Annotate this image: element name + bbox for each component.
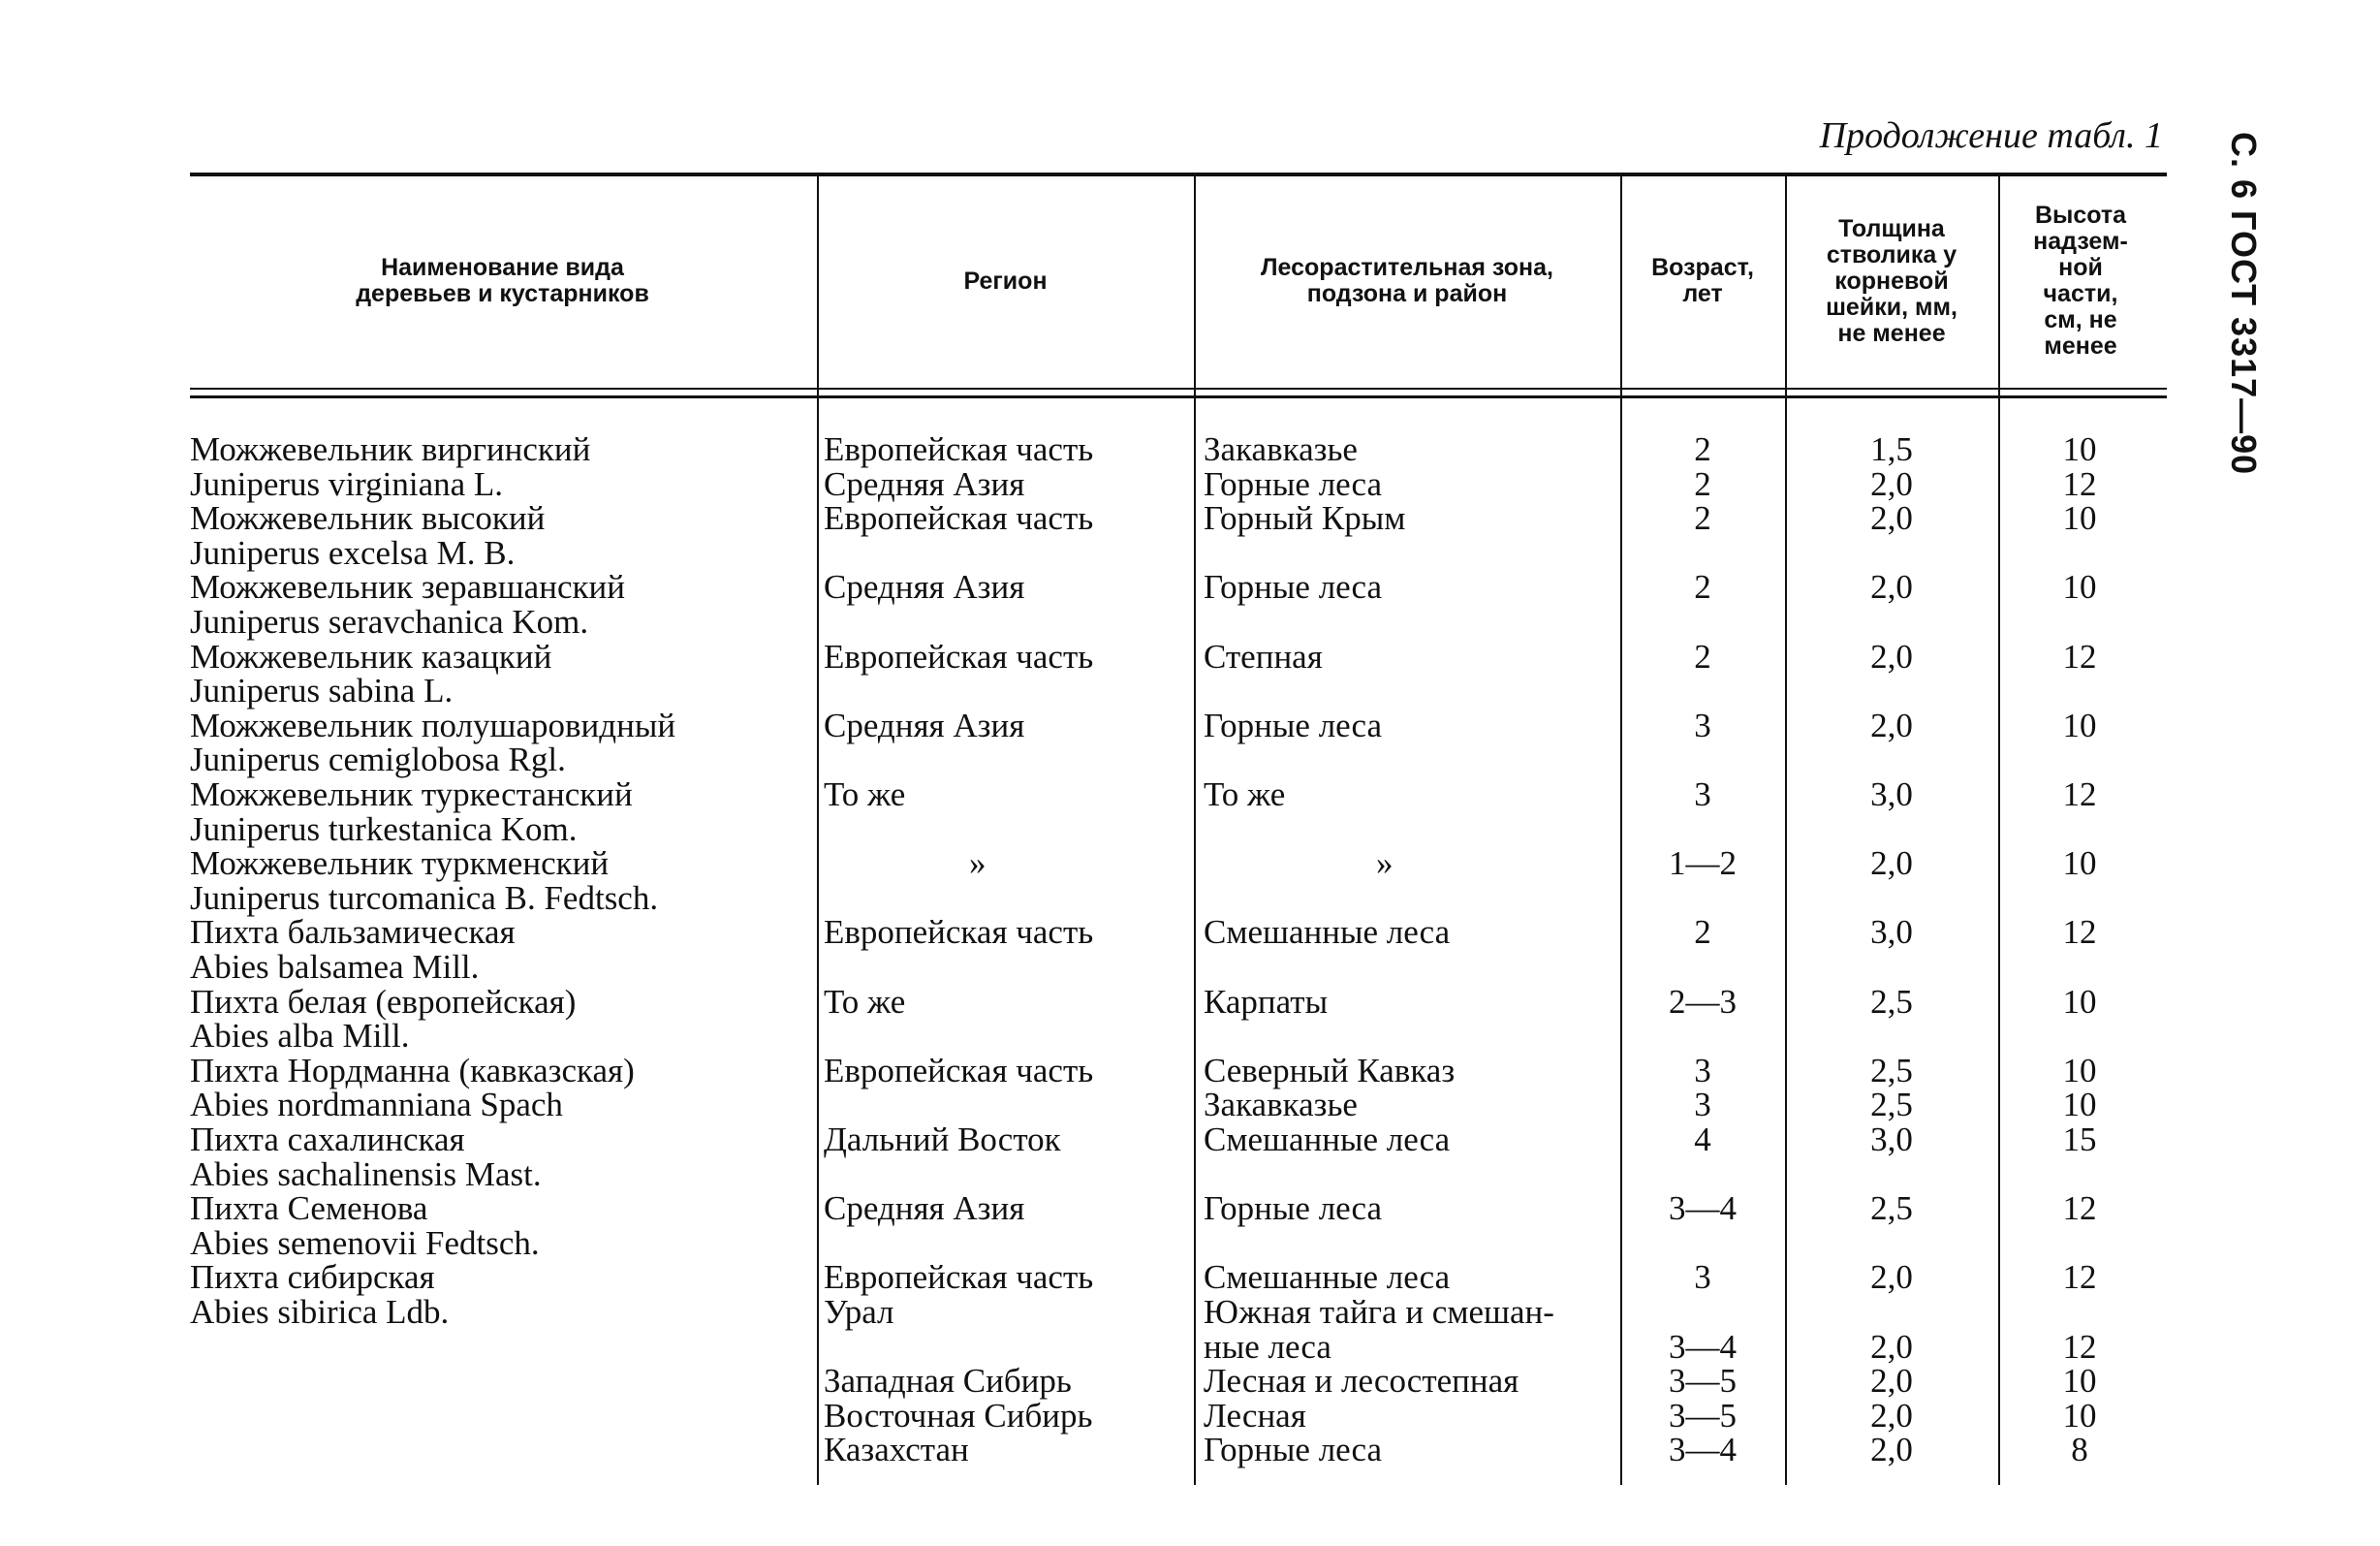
zone-cell: Лесная xyxy=(1204,1397,1306,1435)
table-row xyxy=(0,640,2380,675)
zone-cell: Закавказье xyxy=(1204,430,1358,468)
height-cell: 8 xyxy=(2071,1431,2088,1468)
region-cell: Европейская часть xyxy=(824,430,1094,468)
species-name: Juniperus cemiglobosa Rgl. xyxy=(190,741,566,778)
age-cell: 1—2 xyxy=(1669,844,1737,882)
age-cell: 3—5 xyxy=(1669,1397,1737,1435)
table-row xyxy=(0,742,2380,777)
thickness-cell: 2,0 xyxy=(1870,844,1913,882)
header-bottom-rule-2 xyxy=(190,395,2167,398)
height-cell: 10 xyxy=(2062,430,2097,468)
table-row xyxy=(0,1054,2380,1089)
species-name: Пихта сахалинская xyxy=(190,1120,465,1158)
zone-cell: Карпаты xyxy=(1204,983,1329,1021)
table-row xyxy=(0,1330,2380,1365)
age-cell: 3 xyxy=(1694,707,1711,744)
age-cell: 3—4 xyxy=(1669,1431,1737,1468)
height-cell: 10 xyxy=(2062,844,2097,882)
height-cell: 12 xyxy=(2062,775,2097,813)
thickness-cell: 2,0 xyxy=(1870,1258,1913,1296)
region-cell: То же xyxy=(824,983,906,1021)
table-row xyxy=(0,501,2380,536)
thickness-cell: 2,5 xyxy=(1870,1086,1913,1123)
thickness-cell: 3,0 xyxy=(1870,775,1913,813)
region-cell: Средняя Азия xyxy=(824,568,1025,606)
thickness-cell: 1,5 xyxy=(1870,430,1913,468)
region-cell: Западная Сибирь xyxy=(824,1362,1072,1400)
species-name: Abies sachalinensis Mast. xyxy=(190,1155,542,1193)
region-cell: Европейская часть xyxy=(824,913,1094,951)
table-row xyxy=(0,915,2380,950)
zone-cell: Степная xyxy=(1204,638,1323,676)
table-row xyxy=(0,605,2380,640)
species-name: Пихта белая (европейская) xyxy=(190,983,577,1021)
table-row xyxy=(0,709,2380,743)
age-cell: 3—4 xyxy=(1669,1189,1737,1227)
species-name: Juniperus virginiana L. xyxy=(190,465,504,503)
table-row xyxy=(0,432,2380,467)
zone-cell: ные леса xyxy=(1204,1328,1331,1366)
zone-cell: Горные леса xyxy=(1204,1189,1383,1227)
region-cell: То же xyxy=(824,775,906,813)
thickness-cell: 3,0 xyxy=(1870,913,1913,951)
table-row xyxy=(0,950,2380,985)
zone-cell: Горные леса xyxy=(1204,1431,1383,1468)
thickness-cell: 2,0 xyxy=(1870,499,1913,537)
species-name: Abies semenovii Fedtsch. xyxy=(190,1224,540,1262)
species-name: Пихта сибирская xyxy=(190,1258,435,1296)
table-row xyxy=(0,846,2380,881)
continuation-label: Продолжение табл. 1 xyxy=(1819,115,2163,156)
header-species: Наименование вида деревьев и кустарников xyxy=(356,254,649,307)
table-row xyxy=(0,1122,2380,1157)
thickness-cell: 2,0 xyxy=(1870,1431,1913,1468)
table-row xyxy=(0,1433,2380,1467)
thickness-cell: 2,0 xyxy=(1870,707,1913,744)
species-name: Пихта Семенова xyxy=(190,1189,428,1227)
zone-cell: Южная тайга и смешан- xyxy=(1204,1293,1554,1331)
table-row xyxy=(0,536,2380,571)
table-row xyxy=(0,1364,2380,1399)
age-cell: 2 xyxy=(1694,499,1711,537)
thickness-cell: 2,0 xyxy=(1870,1328,1913,1366)
species-name: Abies sibirica Ldb. xyxy=(190,1293,450,1331)
height-cell: 12 xyxy=(2062,1189,2097,1227)
zone-cell: Северный Кавказ xyxy=(1204,1052,1456,1089)
age-cell: 3—5 xyxy=(1669,1362,1737,1400)
height-cell: 10 xyxy=(2062,983,2097,1021)
zone-cell: Горные леса xyxy=(1204,707,1383,744)
thickness-cell: 2,0 xyxy=(1870,1362,1913,1400)
table-row xyxy=(0,467,2380,502)
table-row xyxy=(0,777,2380,812)
age-cell: 2—3 xyxy=(1669,983,1737,1021)
species-name: Abies alba Mill. xyxy=(190,1017,410,1055)
height-cell: 10 xyxy=(2062,1362,2097,1400)
zone-cell: Смешанные леса xyxy=(1204,1258,1451,1296)
table-row xyxy=(0,1157,2380,1192)
height-cell: 12 xyxy=(2062,1328,2097,1366)
table-row xyxy=(0,570,2380,605)
header-bottom-rule xyxy=(190,388,2167,390)
table-row xyxy=(0,881,2380,916)
thickness-cell: 2,5 xyxy=(1870,983,1913,1021)
age-cell: 3 xyxy=(1694,1258,1711,1296)
height-cell: 12 xyxy=(2062,465,2097,503)
zone-cell: Горный Крым xyxy=(1204,499,1406,537)
species-name: Можжевельник туркестанский xyxy=(190,775,633,813)
thickness-cell: 2,0 xyxy=(1870,638,1913,676)
height-cell: 10 xyxy=(2062,1052,2097,1089)
zone-cell: Горные леса xyxy=(1204,568,1383,606)
table-row xyxy=(0,1191,2380,1226)
zone-cell: Смешанные леса xyxy=(1204,913,1451,951)
age-cell: 3—4 xyxy=(1669,1328,1737,1366)
table-row xyxy=(0,1019,2380,1054)
species-name: Можжевельник зеравшанский xyxy=(190,568,625,606)
height-cell: 10 xyxy=(2062,499,2097,537)
height-cell: 15 xyxy=(2062,1120,2097,1158)
species-name: Можжевельник казацкий xyxy=(190,638,552,676)
table-row xyxy=(0,1295,2380,1330)
zone-cell: Смешанные леса xyxy=(1204,1120,1451,1158)
table-row xyxy=(0,674,2380,709)
header-age: Возраст, лет xyxy=(1651,254,1754,307)
species-name: Пихта бальзамическая xyxy=(190,913,516,951)
species-name: Можжевельник полушаровидный xyxy=(190,707,676,744)
age-cell: 2 xyxy=(1694,638,1711,676)
zone-cell: Закавказье xyxy=(1204,1086,1358,1123)
region-cell: Урал xyxy=(824,1293,894,1331)
thickness-cell: 2,5 xyxy=(1870,1052,1913,1089)
age-cell: 4 xyxy=(1694,1120,1711,1158)
table-row xyxy=(0,1088,2380,1122)
height-cell: 12 xyxy=(2062,638,2097,676)
region-cell: Европейская часть xyxy=(824,638,1094,676)
age-cell: 3 xyxy=(1694,1052,1711,1089)
region-cell: Европейская часть xyxy=(824,499,1094,537)
region-ditto-mark: » xyxy=(969,844,986,882)
height-cell: 10 xyxy=(2062,1397,2097,1435)
height-cell: 10 xyxy=(2062,568,2097,606)
table-row xyxy=(0,985,2380,1020)
region-cell: Дальний Восток xyxy=(824,1120,1061,1158)
species-name: Abies nordmanniana Spach xyxy=(190,1086,563,1123)
region-cell: Казахстан xyxy=(824,1431,969,1468)
age-cell: 2 xyxy=(1694,913,1711,951)
zone-cell: Лесная и лесостепная xyxy=(1204,1362,1519,1400)
age-cell: 3 xyxy=(1694,1086,1711,1123)
region-cell: Средняя Азия xyxy=(824,707,1025,744)
standard-side-label: С. 6 ГОСТ 3317—90 xyxy=(2224,132,2264,476)
species-name: Juniperus excelsa M. B. xyxy=(190,534,516,572)
species-name: Можжевельник туркменский xyxy=(190,844,610,882)
table-row xyxy=(0,1226,2380,1261)
zone-ditto-mark: » xyxy=(1376,844,1394,882)
zone-cell: То же xyxy=(1204,775,1286,813)
region-cell: Средняя Азия xyxy=(824,1189,1025,1227)
thickness-cell: 2,5 xyxy=(1870,1189,1913,1227)
age-cell: 3 xyxy=(1694,775,1711,813)
thickness-cell: 2,0 xyxy=(1870,568,1913,606)
zone-cell: Горные леса xyxy=(1204,465,1383,503)
table-row xyxy=(0,812,2380,847)
header-zone: Лесорастительная зона, подзона и район xyxy=(1261,254,1553,307)
height-cell: 10 xyxy=(2062,707,2097,744)
species-name: Можжевельник высокий xyxy=(190,499,546,537)
height-cell: 10 xyxy=(2062,1086,2097,1123)
height-cell: 12 xyxy=(2062,1258,2097,1296)
species-name: Juniperus turcomanica B. Fedtsch. xyxy=(190,879,659,917)
height-cell: 12 xyxy=(2062,913,2097,951)
age-cell: 2 xyxy=(1694,430,1711,468)
header-region: Регион xyxy=(963,267,1048,295)
region-cell: Европейская часть xyxy=(824,1052,1094,1089)
thickness-cell: 2,0 xyxy=(1870,465,1913,503)
species-name: Пихта Нордманна (кавказская) xyxy=(190,1052,635,1089)
thickness-cell: 3,0 xyxy=(1870,1120,1913,1158)
species-name: Juniperus turkestanica Kom. xyxy=(190,810,578,848)
table-row xyxy=(0,1399,2380,1434)
species-name: Можжевельник виргинский xyxy=(190,430,591,468)
header-thickness: Толщина стволика у корневой шейки, мм, не менее xyxy=(1826,214,1957,347)
region-cell: Средняя Азия xyxy=(824,465,1025,503)
region-cell: Восточная Сибирь xyxy=(824,1397,1093,1435)
age-cell: 2 xyxy=(1694,465,1711,503)
age-cell: 2 xyxy=(1694,568,1711,606)
species-name: Abies balsamea Mill. xyxy=(190,948,480,986)
species-name: Juniperus sabina L. xyxy=(190,672,454,710)
table-row xyxy=(0,1260,2380,1295)
thickness-cell: 2,0 xyxy=(1870,1397,1913,1435)
region-cell: Европейская часть xyxy=(824,1258,1094,1296)
header-height: Высота надзем- ной части, см, не менее xyxy=(2033,202,2128,360)
species-name: Juniperus seravchanica Kom. xyxy=(190,603,589,641)
